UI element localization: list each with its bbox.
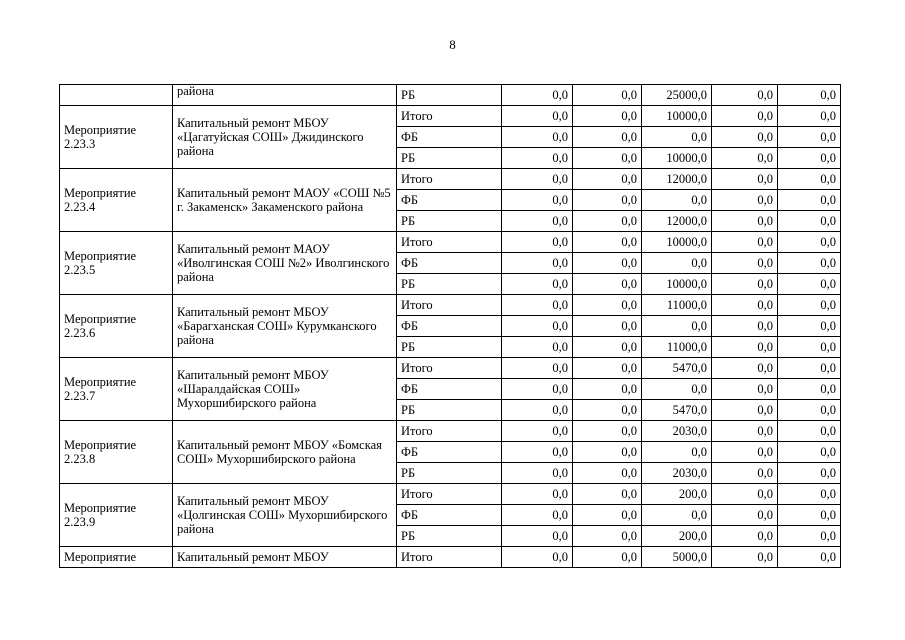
value-cell: 0,0 bbox=[573, 442, 642, 463]
value-cell: 0,0 bbox=[502, 106, 573, 127]
table-row bbox=[60, 295, 841, 316]
value-cell: 0,0 bbox=[642, 253, 712, 274]
value-cell: 12000,0 bbox=[642, 211, 712, 232]
budget-table bbox=[59, 84, 841, 568]
source-cell: Итого bbox=[397, 232, 502, 253]
value-cell: 0,0 bbox=[778, 127, 841, 148]
value-cell: 0,0 bbox=[573, 547, 642, 568]
event-cell: Мероприятие 2.23.3 bbox=[60, 106, 173, 169]
description-cell: Капитальный ремонт МБОУ «Цолгинская СОШ» Мухоршибирского района bbox=[173, 484, 397, 547]
description-cell: Капитальный ремонт МБОУ «Шаралдайская СОШ» Мухоршибирского района bbox=[173, 358, 397, 421]
value-cell: 0,0 bbox=[712, 379, 778, 400]
description-cell: Капитальный ремонт МАОУ «Иволгинская СОШ №2» Иволгинского района bbox=[173, 232, 397, 295]
source-cell: ФБ bbox=[397, 442, 502, 463]
value-cell: 0,0 bbox=[502, 379, 573, 400]
value-cell: 0,0 bbox=[778, 358, 841, 379]
event-cell: Мероприятие 2.23.5 bbox=[60, 232, 173, 295]
value-cell: 0,0 bbox=[573, 211, 642, 232]
event-cell: Мероприятие 2.23.6 bbox=[60, 295, 173, 358]
source-cell: РБ bbox=[397, 274, 502, 295]
value-cell: 0,0 bbox=[712, 505, 778, 526]
value-cell: 10000,0 bbox=[642, 106, 712, 127]
value-cell: 0,0 bbox=[642, 442, 712, 463]
value-cell: 0,0 bbox=[712, 85, 778, 106]
source-cell: ФБ bbox=[397, 316, 502, 337]
value-cell: 2030,0 bbox=[642, 463, 712, 484]
table-row bbox=[60, 358, 841, 379]
value-cell: 0,0 bbox=[778, 463, 841, 484]
source-cell: ФБ bbox=[397, 253, 502, 274]
value-cell: 0,0 bbox=[778, 316, 841, 337]
value-cell: 0,0 bbox=[642, 127, 712, 148]
value-cell: 0,0 bbox=[502, 547, 573, 568]
value-cell: 10000,0 bbox=[642, 148, 712, 169]
event-cell bbox=[60, 85, 173, 106]
value-cell: 0,0 bbox=[778, 295, 841, 316]
value-cell: 0,0 bbox=[573, 316, 642, 337]
table-row bbox=[60, 547, 841, 568]
value-cell: 0,0 bbox=[712, 253, 778, 274]
value-cell: 0,0 bbox=[502, 316, 573, 337]
value-cell: 0,0 bbox=[778, 400, 841, 421]
value-cell: 0,0 bbox=[573, 358, 642, 379]
source-cell: ФБ bbox=[397, 379, 502, 400]
value-cell: 0,0 bbox=[502, 337, 573, 358]
value-cell: 0,0 bbox=[778, 505, 841, 526]
value-cell: 0,0 bbox=[778, 253, 841, 274]
source-cell: РБ bbox=[397, 463, 502, 484]
event-cell: Мероприятие bbox=[60, 547, 173, 568]
value-cell: 0,0 bbox=[502, 169, 573, 190]
value-cell: 0,0 bbox=[712, 148, 778, 169]
value-cell: 0,0 bbox=[502, 274, 573, 295]
source-cell: РБ bbox=[397, 148, 502, 169]
value-cell: 0,0 bbox=[573, 463, 642, 484]
value-cell: 0,0 bbox=[573, 526, 642, 547]
value-cell: 0,0 bbox=[502, 211, 573, 232]
value-cell: 0,0 bbox=[712, 190, 778, 211]
value-cell: 0,0 bbox=[778, 274, 841, 295]
value-cell: 0,0 bbox=[573, 295, 642, 316]
value-cell: 0,0 bbox=[712, 484, 778, 505]
value-cell: 0,0 bbox=[502, 148, 573, 169]
value-cell: 11000,0 bbox=[642, 295, 712, 316]
source-cell: Итого bbox=[397, 358, 502, 379]
value-cell: 0,0 bbox=[712, 442, 778, 463]
description-cell: Капитальный ремонт МБОУ «Барагханская СОШ» Курумканского района bbox=[173, 295, 397, 358]
value-cell: 0,0 bbox=[573, 337, 642, 358]
description-cell: Капитальный ремонт МБОУ «Цагатуйская СОШ» Джидинского района bbox=[173, 106, 397, 169]
source-cell: Итого bbox=[397, 484, 502, 505]
value-cell: 0,0 bbox=[778, 85, 841, 106]
value-cell: 0,0 bbox=[573, 190, 642, 211]
value-cell: 0,0 bbox=[573, 85, 642, 106]
value-cell: 0,0 bbox=[778, 421, 841, 442]
event-cell: Мероприятие 2.23.4 bbox=[60, 169, 173, 232]
value-cell: 0,0 bbox=[712, 547, 778, 568]
value-cell: 0,0 bbox=[502, 463, 573, 484]
value-cell: 0,0 bbox=[712, 316, 778, 337]
value-cell: 0,0 bbox=[778, 169, 841, 190]
value-cell: 0,0 bbox=[573, 421, 642, 442]
source-cell: Итого bbox=[397, 421, 502, 442]
value-cell: 0,0 bbox=[712, 400, 778, 421]
value-cell: 0,0 bbox=[573, 106, 642, 127]
value-cell: 0,0 bbox=[712, 211, 778, 232]
description-cell: Капитальный ремонт МБОУ bbox=[173, 547, 397, 568]
value-cell: 0,0 bbox=[573, 253, 642, 274]
value-cell: 0,0 bbox=[502, 232, 573, 253]
page-number: 8 bbox=[449, 37, 456, 52]
value-cell: 0,0 bbox=[642, 316, 712, 337]
source-cell: Итого bbox=[397, 106, 502, 127]
table-row bbox=[60, 169, 841, 190]
value-cell: 0,0 bbox=[778, 190, 841, 211]
value-cell: 0,0 bbox=[573, 484, 642, 505]
value-cell: 0,0 bbox=[502, 421, 573, 442]
value-cell: 10000,0 bbox=[642, 274, 712, 295]
description-cell: района bbox=[173, 85, 397, 106]
value-cell: 0,0 bbox=[712, 421, 778, 442]
value-cell: 0,0 bbox=[712, 358, 778, 379]
value-cell: 0,0 bbox=[502, 442, 573, 463]
value-cell: 12000,0 bbox=[642, 169, 712, 190]
table-row bbox=[60, 232, 841, 253]
source-cell: РБ bbox=[397, 337, 502, 358]
value-cell: 0,0 bbox=[778, 211, 841, 232]
value-cell: 0,0 bbox=[778, 106, 841, 127]
value-cell: 0,0 bbox=[712, 337, 778, 358]
value-cell: 0,0 bbox=[778, 547, 841, 568]
value-cell: 0,0 bbox=[778, 232, 841, 253]
value-cell: 0,0 bbox=[778, 526, 841, 547]
value-cell: 0,0 bbox=[712, 295, 778, 316]
table-row bbox=[60, 106, 841, 127]
value-cell: 10000,0 bbox=[642, 232, 712, 253]
value-cell: 0,0 bbox=[573, 274, 642, 295]
value-cell: 0,0 bbox=[502, 85, 573, 106]
value-cell: 0,0 bbox=[573, 169, 642, 190]
value-cell: 0,0 bbox=[778, 379, 841, 400]
value-cell: 5470,0 bbox=[642, 400, 712, 421]
table-row bbox=[60, 85, 841, 106]
value-cell: 0,0 bbox=[573, 148, 642, 169]
source-cell: Итого bbox=[397, 547, 502, 568]
value-cell: 200,0 bbox=[642, 484, 712, 505]
value-cell: 0,0 bbox=[502, 400, 573, 421]
description-cell: Капитальный ремонт МБОУ «Бомская СОШ» Мухоршибирского района bbox=[173, 421, 397, 484]
value-cell: 0,0 bbox=[712, 526, 778, 547]
value-cell: 0,0 bbox=[778, 337, 841, 358]
value-cell: 0,0 bbox=[712, 127, 778, 148]
value-cell: 0,0 bbox=[573, 379, 642, 400]
source-cell: РБ bbox=[397, 211, 502, 232]
table-row bbox=[60, 484, 841, 505]
value-cell: 0,0 bbox=[712, 232, 778, 253]
source-cell: РБ bbox=[397, 400, 502, 421]
value-cell: 2030,0 bbox=[642, 421, 712, 442]
value-cell: 0,0 bbox=[573, 400, 642, 421]
value-cell: 0,0 bbox=[502, 358, 573, 379]
value-cell: 0,0 bbox=[502, 295, 573, 316]
source-cell: ФБ bbox=[397, 190, 502, 211]
table-body bbox=[60, 85, 841, 568]
value-cell: 0,0 bbox=[502, 127, 573, 148]
value-cell: 0,0 bbox=[712, 274, 778, 295]
value-cell: 0,0 bbox=[712, 169, 778, 190]
value-cell: 5470,0 bbox=[642, 358, 712, 379]
value-cell: 0,0 bbox=[712, 463, 778, 484]
source-cell: РБ bbox=[397, 85, 502, 106]
event-cell: Мероприятие 2.23.9 bbox=[60, 484, 173, 547]
source-cell: ФБ bbox=[397, 127, 502, 148]
value-cell: 0,0 bbox=[502, 484, 573, 505]
source-cell: Итого bbox=[397, 169, 502, 190]
value-cell: 0,0 bbox=[502, 253, 573, 274]
value-cell: 25000,0 bbox=[642, 85, 712, 106]
value-cell: 0,0 bbox=[642, 505, 712, 526]
value-cell: 0,0 bbox=[573, 505, 642, 526]
table-row bbox=[60, 421, 841, 442]
value-cell: 0,0 bbox=[642, 379, 712, 400]
value-cell: 0,0 bbox=[778, 442, 841, 463]
source-cell: ФБ bbox=[397, 505, 502, 526]
value-cell: 0,0 bbox=[642, 190, 712, 211]
event-cell: Мероприятие 2.23.7 bbox=[60, 358, 173, 421]
value-cell: 5000,0 bbox=[642, 547, 712, 568]
value-cell: 0,0 bbox=[502, 505, 573, 526]
source-cell: РБ bbox=[397, 526, 502, 547]
event-cell: Мероприятие 2.23.8 bbox=[60, 421, 173, 484]
value-cell: 11000,0 bbox=[642, 337, 712, 358]
value-cell: 200,0 bbox=[642, 526, 712, 547]
value-cell: 0,0 bbox=[573, 127, 642, 148]
source-cell: Итого bbox=[397, 295, 502, 316]
value-cell: 0,0 bbox=[502, 526, 573, 547]
value-cell: 0,0 bbox=[573, 232, 642, 253]
value-cell: 0,0 bbox=[712, 106, 778, 127]
value-cell: 0,0 bbox=[502, 190, 573, 211]
description-cell: Капитальный ремонт МАОУ «СОШ №5 г. Закаменск» Закаменского района bbox=[173, 169, 397, 232]
value-cell: 0,0 bbox=[778, 148, 841, 169]
value-cell: 0,0 bbox=[778, 484, 841, 505]
